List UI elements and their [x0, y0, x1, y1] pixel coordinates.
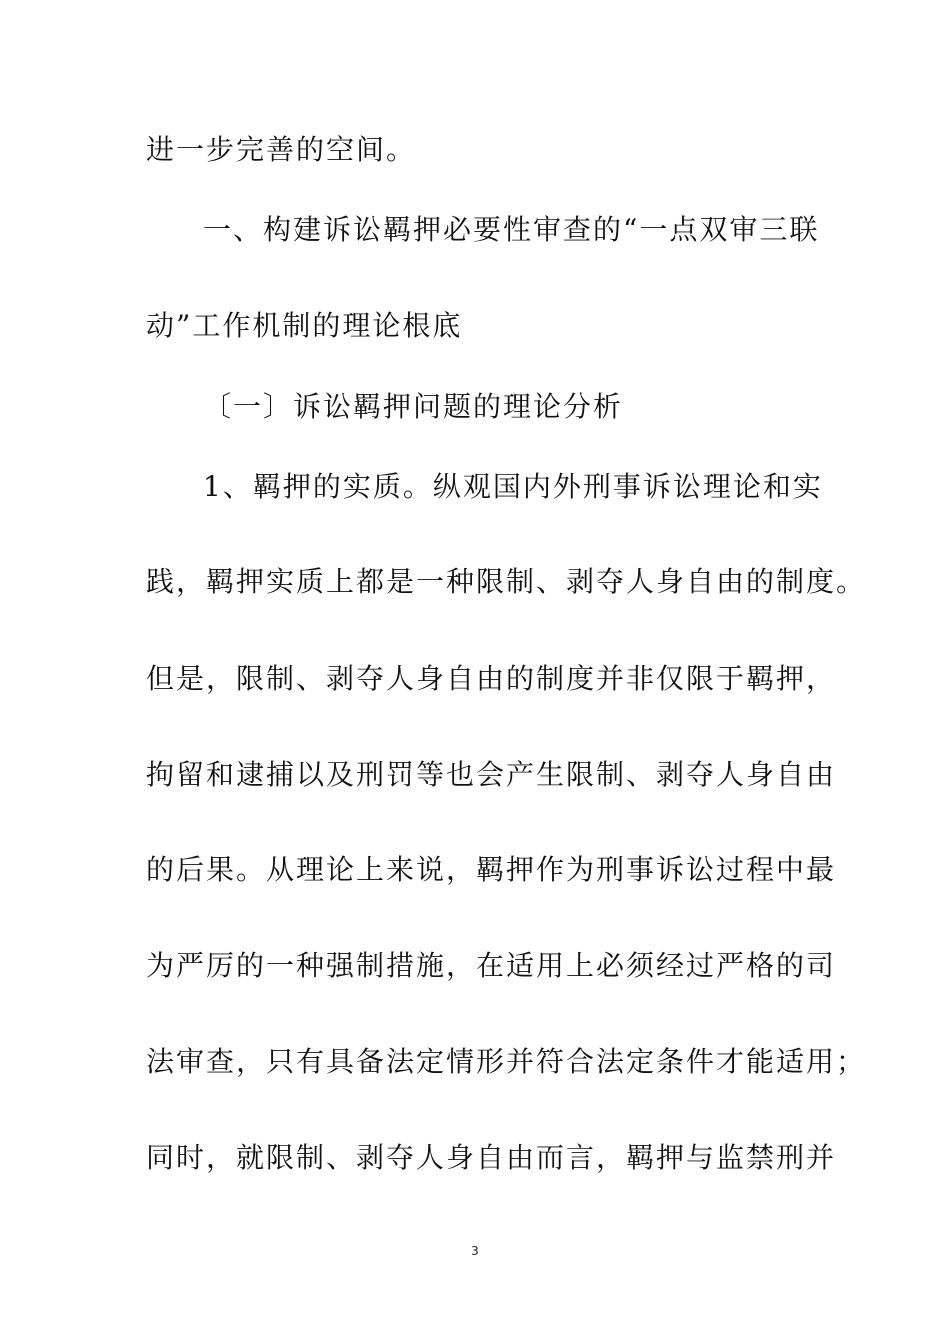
- body-text-line: 但是，限制、剥夺人身自由的制度并非仅限于羁押，: [146, 662, 837, 695]
- body-text-line: 的后果。从理论上来说，羁押作为刑事诉讼过程中最: [146, 853, 837, 886]
- body-text-line: 为严厉的一种强制措施，在适用上必须经过严格的司: [146, 949, 837, 982]
- page-number: 3: [471, 1244, 479, 1258]
- subsection-heading: 〔一〕诉讼羁押问题的理论分析: [203, 390, 624, 423]
- section-heading-line: 一、构建诉讼羁押必要性审查的“一点双审三联: [203, 213, 820, 246]
- body-text-line: 同时，就限制、剥夺人身自由而言，羁押与监禁刑并: [146, 1141, 837, 1174]
- body-text-line: 法审查，只有具备法定情形并符合法定条件才能适用；: [146, 1045, 867, 1078]
- body-text-line: 践，羁押实质上都是一种限制、剥夺人身自由的制度。: [146, 565, 867, 598]
- body-text-line: 进一步完善的空间。: [146, 133, 417, 166]
- body-text-line: 拘留和逮捕以及刑罚等也会产生限制、剥夺人身自由: [146, 758, 837, 791]
- section-heading-line: 动”工作机制的理论根底: [146, 309, 463, 342]
- body-text-line: 1、羁押的实质。纵观国内外刑事诉讼理论和实: [203, 470, 823, 503]
